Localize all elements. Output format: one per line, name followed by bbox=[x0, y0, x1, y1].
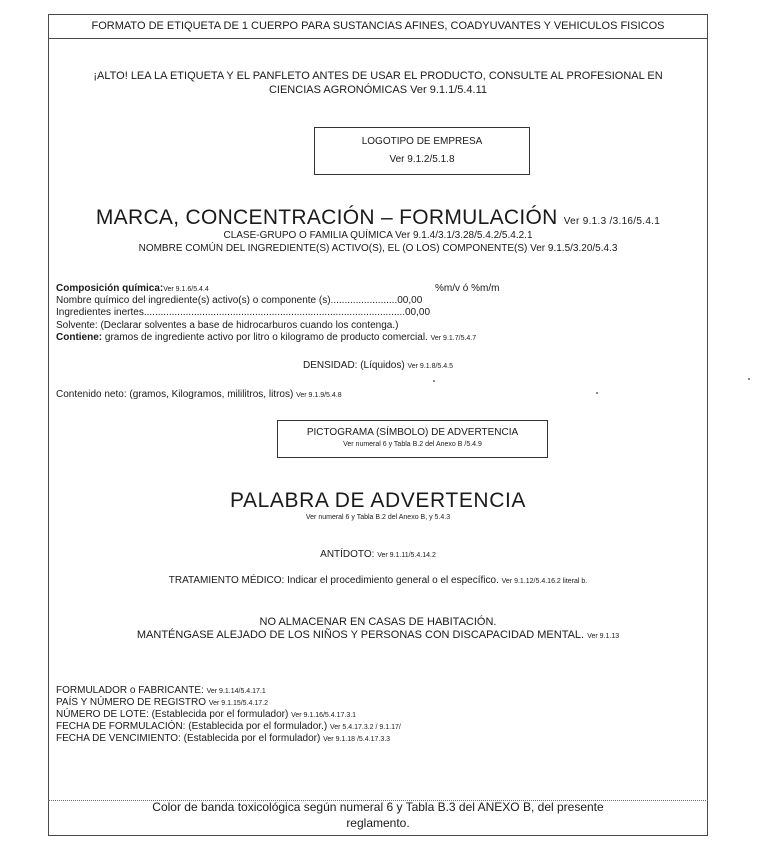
footer-line-2: reglamento. bbox=[346, 816, 410, 830]
formulador-fabricante: FORMULADOR o FABRICANTE: Ver 9.1.14/5.4.17.1 bbox=[56, 685, 266, 696]
logo-box bbox=[314, 127, 530, 175]
pictograma-box bbox=[277, 420, 548, 458]
tratamiento-medico: TRATAMIENTO MÉDICO: Indicar el procedimiento general o el específico. Ver 9.1.12/5.4.16.2 literal b. bbox=[168, 575, 588, 586]
marca-ref: Ver 9.1.3 /3.16/5.4.1 bbox=[563, 216, 661, 227]
nombre-quimico: Nombre químico del ingrediente(s) activo(s) o componente (s)........................00,00 bbox=[56, 295, 423, 306]
no-almacenar: NO ALMACENAR EN CASAS DE HABITACIÓN. bbox=[259, 616, 497, 628]
scan-speck bbox=[433, 380, 435, 382]
nombre-comun: NOMBRE COMÚN DEL INGREDIENTE(S) ACTIVO(S), EL (O LOS) COMPONENTE(S) Ver 9.1.5/3.20/5.4.3 bbox=[138, 243, 618, 254]
scan-speck bbox=[748, 378, 750, 380]
solvente: Solvente: (Declarar solventes a base de hidrocarburos cuando los contenga.) bbox=[56, 320, 399, 331]
header-divider bbox=[48, 38, 708, 39]
numero-lote: NÚMERO DE LOTE: (Establecida por el formulador) Ver 9.1.16/5.4.17.3.1 bbox=[56, 709, 357, 720]
contiene: Contiene: gramos de ingrediente activo por litro o kilogramo de producto comercial. Ver 9.1.7/5.4.7 bbox=[56, 332, 477, 343]
pais-registro: PAÍS Y NÚMERO DE REGISTRO Ver 9.1.15/5.4.17.2 bbox=[56, 697, 268, 708]
composicion-label: Composición química:Ver 9.1.6/5.4.4 bbox=[56, 283, 209, 294]
pictograma-title: PICTOGRAMA (SÍMBOLO) DE ADVERTENCIA bbox=[306, 427, 519, 438]
antidoto: ANTÍDOTO: Ver 9.1.11/5.4.14.2 bbox=[320, 549, 436, 560]
footer-line-1: Color de banda toxicológica según numeral 6 y Tabla B.3 del ANEXO B, del presente bbox=[152, 800, 604, 814]
ingredientes-inertes: Ingredientes inertes..............................................................................................00,00 bbox=[56, 307, 431, 318]
palabra-ref: Ver numeral 6 y Tabla B.2 del Anexo B, y 5.4.3 bbox=[305, 514, 451, 521]
clase-grupo: CLASE-GRUPO O FAMILIA QUÍMICA Ver 9.1.4/3.1/3.28/5.4.2/5.4.2.1 bbox=[223, 230, 533, 241]
scan-speck bbox=[596, 392, 598, 394]
header-title: FORMATO DE ETIQUETA DE 1 CUERPO PARA SUSTANCIAS AFINES, COADYUVANTES Y VEHICULOS FISICOS bbox=[91, 20, 665, 32]
mantengase-alejado: MANTÉNGASE ALEJADO DE LOS NIÑOS Y PERSONAS CON DISCAPACIDAD MENTAL. Ver 9.1.13 bbox=[136, 629, 620, 641]
contenido-neto: Contenido neto: (gramos, Kilogramos, mililitros, litros) Ver 9.1.9/5.4.8 bbox=[56, 389, 342, 400]
logo-box-ref: Ver 9.1.2/5.1.8 bbox=[389, 154, 455, 165]
marca-heading bbox=[48, 206, 708, 230]
densidad: DENSIDAD: (Líquidos) Ver 9.1.8/5.4.5 bbox=[302, 360, 454, 371]
marca-title: MARCA, CONCENTRACIÓN – FORMULACIÓN bbox=[95, 206, 558, 229]
warning-line-1: ¡ALTO! LEA LA ETIQUETA Y EL PANFLETO ANTES DE USAR EL PRODUCTO, CONSULTE AL PROFESIONAL EN bbox=[93, 70, 663, 82]
composicion-units: %m/v ó %m/m bbox=[435, 283, 500, 294]
logo-box-title: LOGOTIPO DE EMPRESA bbox=[361, 136, 483, 147]
pictograma-ref: Ver numeral 6 y Tabla B.2 del Anexo B /5.4.9 bbox=[343, 441, 482, 448]
fecha-formulacion: FECHA DE FORMULACIÓN: (Establecida por el formulador.) Ver 5.4.17.3.2 / 9.1.17/ bbox=[56, 721, 401, 732]
fecha-vencimiento: FECHA DE VENCIMIENTO: (Establecida por el formulador) Ver 9.1.18 /5.4.17.3.3 bbox=[56, 733, 391, 744]
warning-line-2: CIENCIAS AGRONÓMICAS Ver 9.1.1/5.4.11 bbox=[268, 84, 488, 96]
palabra-advertencia: PALABRA DE ADVERTENCIA bbox=[229, 489, 527, 512]
